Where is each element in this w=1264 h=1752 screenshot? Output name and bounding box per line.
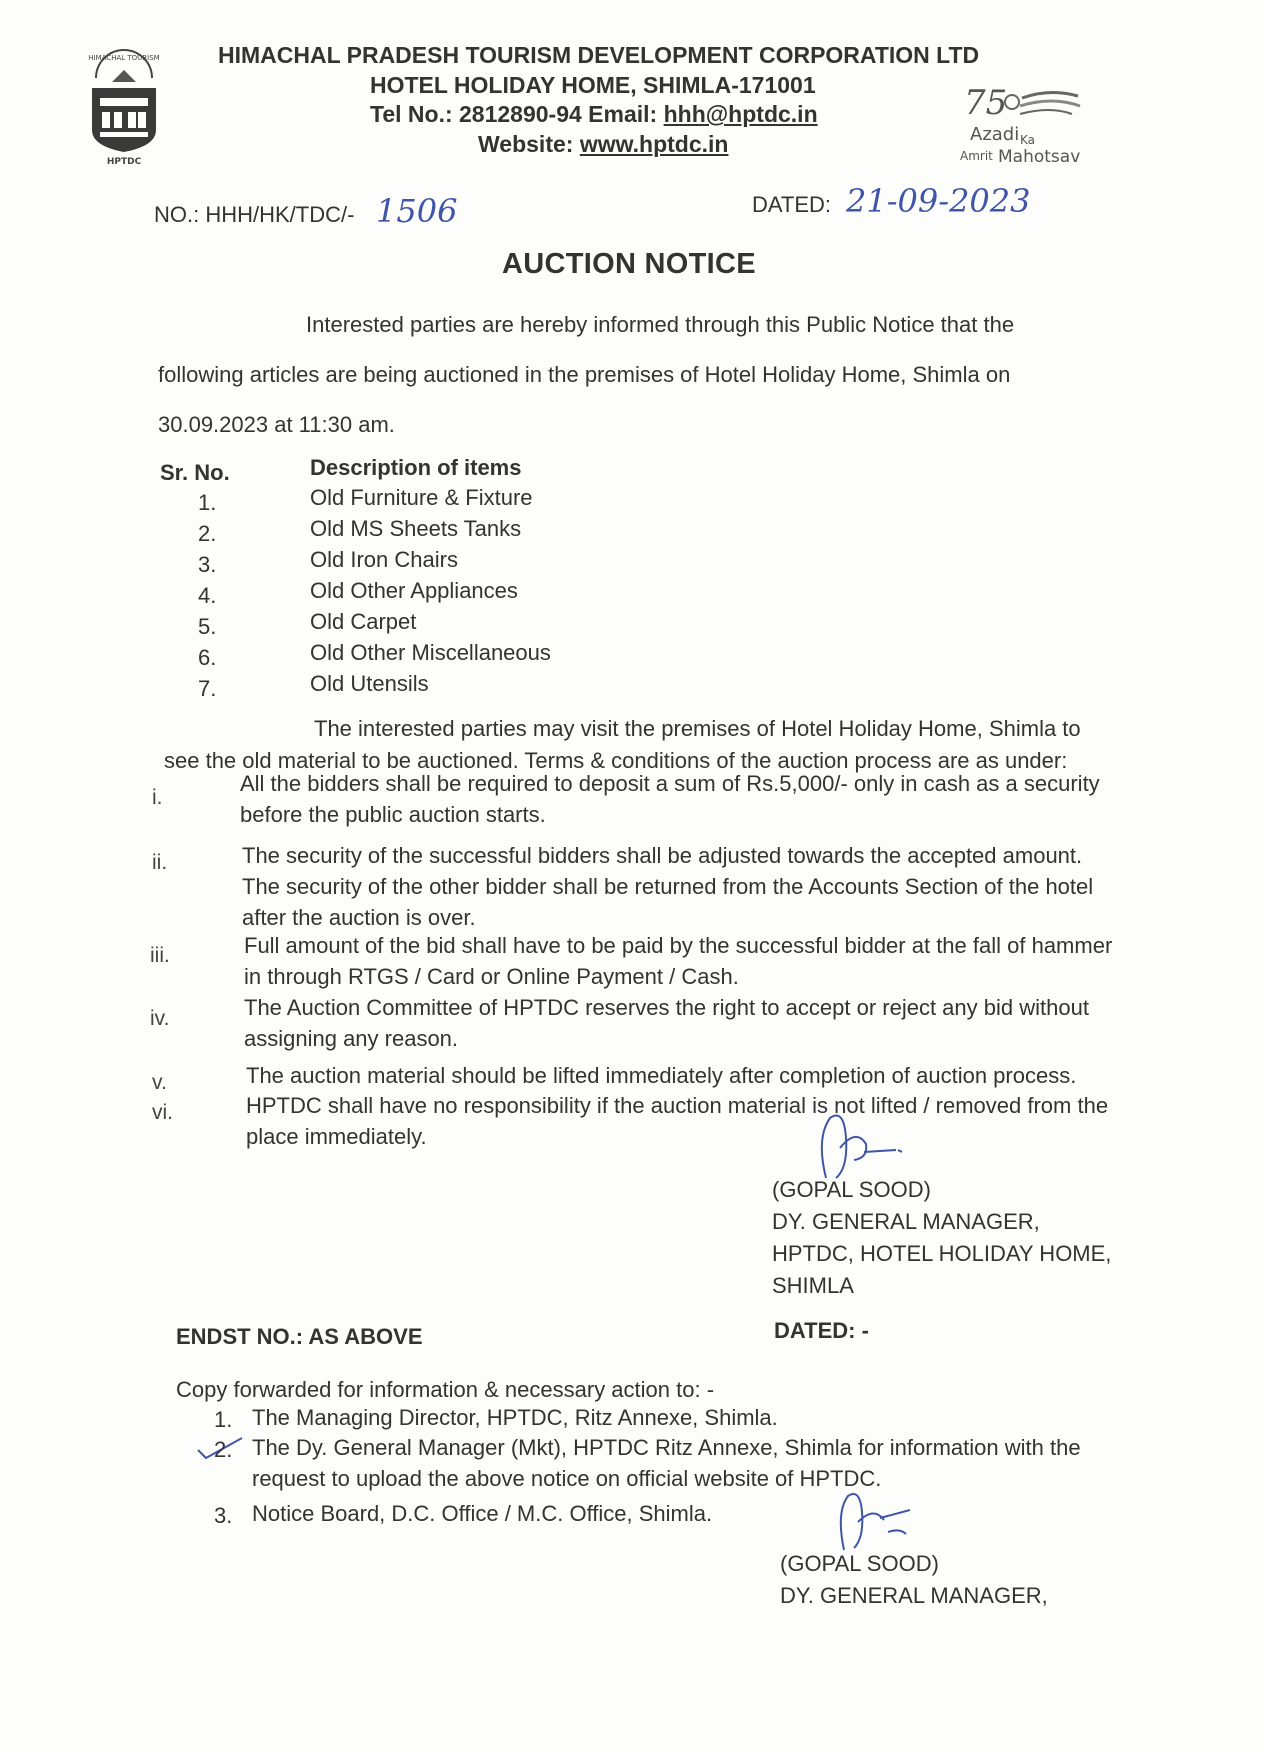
hptdc-logo bbox=[84, 48, 164, 166]
copy-forward-intro: Copy forwarded for information & necessary action to: - bbox=[176, 1377, 715, 1402]
condition-text: The Auction Committee of HPTDC reserves the right to accept or reject any bid without assigning any reason. bbox=[244, 995, 1089, 1051]
condition-number: iii. bbox=[150, 944, 170, 967]
recipient-number: 1. bbox=[214, 1407, 233, 1432]
notice-title: AUCTION NOTICE bbox=[502, 248, 756, 280]
website-link[interactable]: www.hptdc.in bbox=[579, 131, 729, 157]
tel-email-label: Tel No.: 2812890-94 Email: bbox=[370, 101, 664, 127]
intro-line-1: Interested parties are hereby informed through this Public Notice that the bbox=[306, 312, 1015, 337]
azadi-amrit: Amrit bbox=[960, 149, 993, 163]
email-link[interactable]: hhh@hptdc.in bbox=[663, 101, 818, 127]
condition-text: HPTDC shall have no responsibility if the auction material is not lifted / removed from the place immediately. bbox=[246, 1093, 1109, 1149]
org-name: HIMACHAL PRADESH TOURISM DEVELOPMENT CORPORATION LTD bbox=[218, 42, 980, 68]
visit-line-2: see the old material to be auctioned. Terms & conditions of the auction process are as under: bbox=[164, 748, 1068, 773]
item-description: Old Other Appliances bbox=[310, 578, 518, 603]
dated-label: DATED: bbox=[752, 192, 832, 217]
recipient-text: The Dy. General Manager (Mkt), HPTDC Ritz Annexe, Shimla for information with the request to upload the above notice on official website of HPTDC. bbox=[252, 1435, 1081, 1491]
item-number: 3. bbox=[198, 552, 217, 577]
endorsement-dated: DATED: - bbox=[774, 1318, 869, 1343]
endorsement-signatory-name: (GOPAL SOOD) bbox=[780, 1551, 939, 1576]
visit-line-1: The interested parties may visit the premises of Hotel Holiday Home, Shimla to bbox=[314, 716, 1081, 741]
item-number: 6. bbox=[198, 645, 217, 670]
condition-text: All the bidders shall be required to deposit a sum of Rs.5,000/- only in cash as a security before the public auction starts. bbox=[240, 771, 1100, 827]
item-description: Old Other Miscellaneous bbox=[310, 640, 551, 665]
item-description: Old Furniture & Fixture bbox=[310, 485, 533, 510]
item-number: 4. bbox=[198, 583, 217, 608]
sr-no-header: Sr. No. bbox=[160, 460, 230, 485]
recipient-number: 2. bbox=[214, 1437, 233, 1462]
condition-text: The security of the successful bidders shall be adjusted towards the accepted amount. The security of the other bidder shall be returned from the Accounts Section of the hotel after the auction is over. bbox=[242, 843, 1094, 930]
item-number: 7. bbox=[198, 676, 217, 701]
dated-handwritten: 21-09-2023 bbox=[846, 182, 1031, 220]
endorsement-number: ENDST NO.: AS ABOVE bbox=[176, 1324, 423, 1349]
signatory-office: HPTDC, HOTEL HOLIDAY HOME, bbox=[772, 1241, 1112, 1266]
website-label: Website: bbox=[478, 131, 580, 157]
condition-number: v. bbox=[152, 1071, 167, 1094]
condition-text: The auction material should be lifted immediately after completion of auction process. bbox=[246, 1063, 1077, 1088]
intro-line-2: following articles are being auctioned in the premises of Hotel Holiday Home, Shimla on bbox=[158, 362, 1011, 387]
item-number: 5. bbox=[198, 614, 217, 639]
recipient-number: 3. bbox=[214, 1503, 233, 1528]
contact-line bbox=[370, 101, 818, 128]
condition-number: iv. bbox=[150, 1007, 170, 1030]
item-description: Old Iron Chairs bbox=[310, 547, 458, 572]
logo-caption: HPTDC bbox=[106, 157, 142, 166]
signatory-city: SHIMLA bbox=[772, 1273, 854, 1298]
website-line bbox=[478, 131, 728, 158]
item-number: 2. bbox=[198, 521, 217, 546]
recipient-text: The Managing Director, HPTDC, Ritz Annexe, Shimla. bbox=[252, 1405, 778, 1430]
condition-number: ii. bbox=[152, 851, 168, 874]
azadi-ka-amrit-mahotsav-logo bbox=[960, 80, 1120, 170]
condition-number: vi. bbox=[152, 1101, 173, 1124]
signatory-designation: DY. GENERAL MANAGER, bbox=[772, 1209, 1040, 1234]
azadi-word: Azadi bbox=[970, 124, 1020, 145]
endorsement-signatory-designation: DY. GENERAL MANAGER, bbox=[780, 1583, 1048, 1608]
logo-ring-text: HIMACHAL TOURISM bbox=[88, 54, 160, 62]
reference-number-label: NO.: HHH/HK/TDC/- bbox=[154, 202, 355, 227]
item-description: Old Carpet bbox=[310, 609, 417, 634]
recipient-text: Notice Board, D.C. Office / M.C. Office, Shimla. bbox=[252, 1501, 713, 1526]
intro-line-3: 30.09.2023 at 11:30 am. bbox=[158, 412, 395, 437]
description-header: Description of items bbox=[310, 455, 522, 480]
signatory-name: (GOPAL SOOD) bbox=[772, 1177, 931, 1202]
item-description: Old MS Sheets Tanks bbox=[310, 516, 522, 541]
azadi-numeral: 75 bbox=[964, 83, 1008, 123]
hotel-address: HOTEL HOLIDAY HOME, SHIMLA-171001 bbox=[370, 72, 816, 98]
condition-text: Full amount of the bid shall have to be paid by the successful bidder at the fall of hammer in through RTGS / Card or Online Payment / Cash. bbox=[244, 933, 1113, 989]
item-number: 1. bbox=[198, 490, 217, 515]
item-description: Old Utensils bbox=[310, 671, 429, 696]
reference-number-handwritten: 1506 bbox=[376, 192, 458, 230]
condition-number: i. bbox=[152, 786, 163, 809]
azadi-mahotsav: Mahotsav bbox=[998, 147, 1081, 167]
azadi-ka: Ka bbox=[1020, 133, 1036, 147]
